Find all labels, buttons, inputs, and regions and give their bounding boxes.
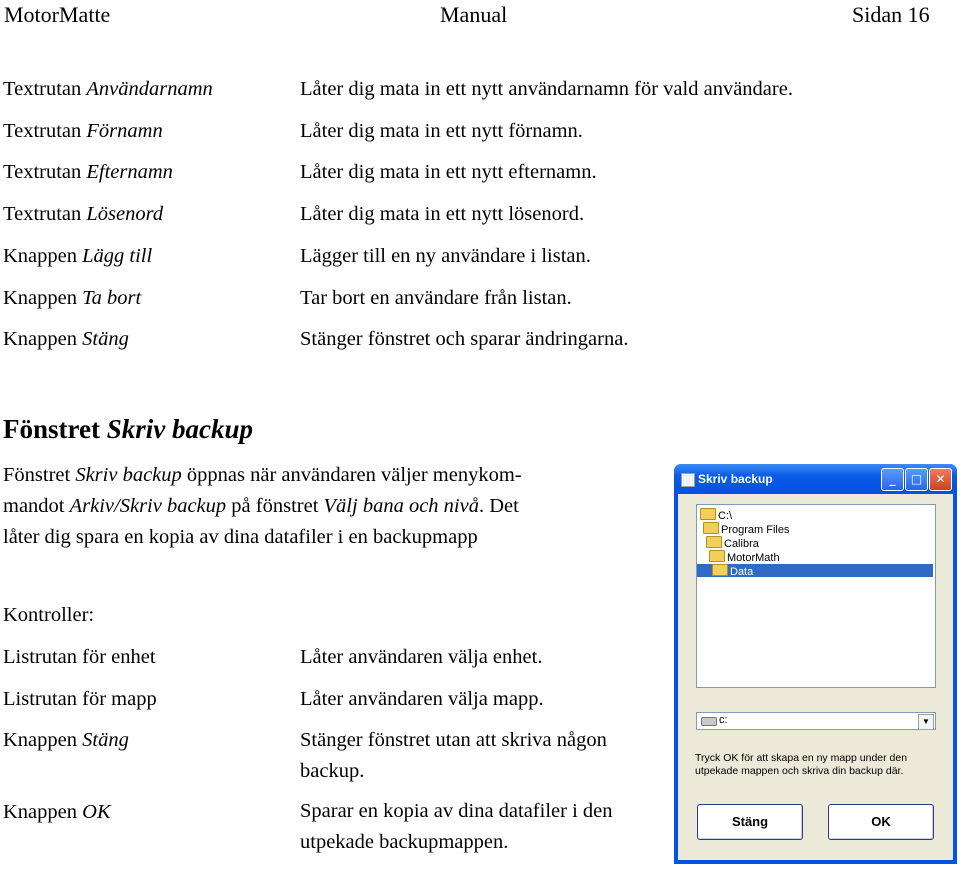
control-name: Textrutan Lösenord [3,203,164,225]
folder-item[interactable]: C:\ [700,508,732,521]
control-desc: Låter dig mata in ett nytt efternamn. [300,161,597,183]
folder-item[interactable]: Calibra [706,536,759,549]
dialog-client [678,494,953,860]
folder-open-icon [706,536,722,548]
control-desc: Stänger fönstret utan att skriva någon backup. [300,729,607,782]
hint-text: Tryck OK för att skapa en ny mapp under den utpekade mappen och skriva din backup där. [695,752,908,777]
section-heading: Fönstret Skriv backup [3,414,253,444]
paragraph-line: Fönstret Skriv backup öppnas när användaren väljer menykom- [3,464,522,486]
header-right: Sidan 16 [852,2,930,27]
paragraph-line: mandot Arkiv/Skriv backup på fönstret Välj bana och nivå. Det [3,495,519,517]
controls-label: Kontroller: [3,604,95,626]
control-desc: Tar bort en användare från listan. [300,287,572,309]
ok-button[interactable]: OK [828,804,934,840]
control-desc: Sparar en kopia av dina datafiler i den utpekade backupmappen. [300,800,613,853]
skriv-backup-dialog [674,464,957,864]
folder-listbox[interactable] [696,504,936,688]
control-name: Listrutan för enhet [3,646,156,668]
control-desc: Låter användaren välja enhet. [300,646,543,668]
control-name: Knappen Stäng [3,729,129,751]
folder-item[interactable]: MotorMath [709,550,780,563]
control-name: Knappen Lägg till [3,245,153,267]
folder-open-icon [703,522,719,534]
folder-item[interactable]: Program Files [703,522,789,535]
maximize-button[interactable]: □ [905,468,928,491]
drive-icon [701,717,717,726]
control-desc: Låter dig mata in ett nytt användarnamn för vald användare. [300,78,793,100]
dialog-title: Skriv backup [698,472,773,486]
control-name: Knappen Stäng [3,328,129,350]
chevron-down-icon[interactable]: ▼ [918,714,934,730]
header-left: MotorMatte [4,2,111,27]
control-name: Listrutan för mapp [3,688,157,710]
control-name: Textrutan Förnamn [3,120,163,142]
window-icon [681,473,695,487]
folder-open-icon [700,508,716,520]
minimize-button[interactable]: _ [881,468,904,491]
header-center: Manual [440,2,508,27]
folder-open-icon [709,550,725,562]
control-name: Knappen Ta bort [3,287,142,309]
folder-item-selected[interactable]: Data [697,564,933,577]
control-name: Knappen OK [3,801,111,823]
drive-combobox[interactable] [696,712,936,730]
control-name: Textrutan Efternamn [3,161,173,183]
close-button[interactable]: ✕ [929,468,952,491]
control-desc: Låter dig mata in ett nytt förnamn. [300,120,583,142]
control-desc: Lägger till en ny användare i listan. [300,245,591,267]
drive-value: c: [719,714,728,726]
section-paragraph [3,460,522,553]
control-name: Textrutan Användarnamn [3,78,213,100]
control-desc: Låter dig mata in ett nytt lösenord. [300,203,585,225]
paragraph-line: låter dig spara en kopia av dina datafiler i en backupmapp [3,526,478,548]
control-desc: Låter användaren välja mapp. [300,688,544,710]
stang-button[interactable]: Stäng [697,804,803,840]
control-desc: Stänger fönstret och sparar ändringarna. [300,328,629,350]
dialog-titlebar[interactable] [674,464,957,494]
folder-open-icon [712,564,728,576]
